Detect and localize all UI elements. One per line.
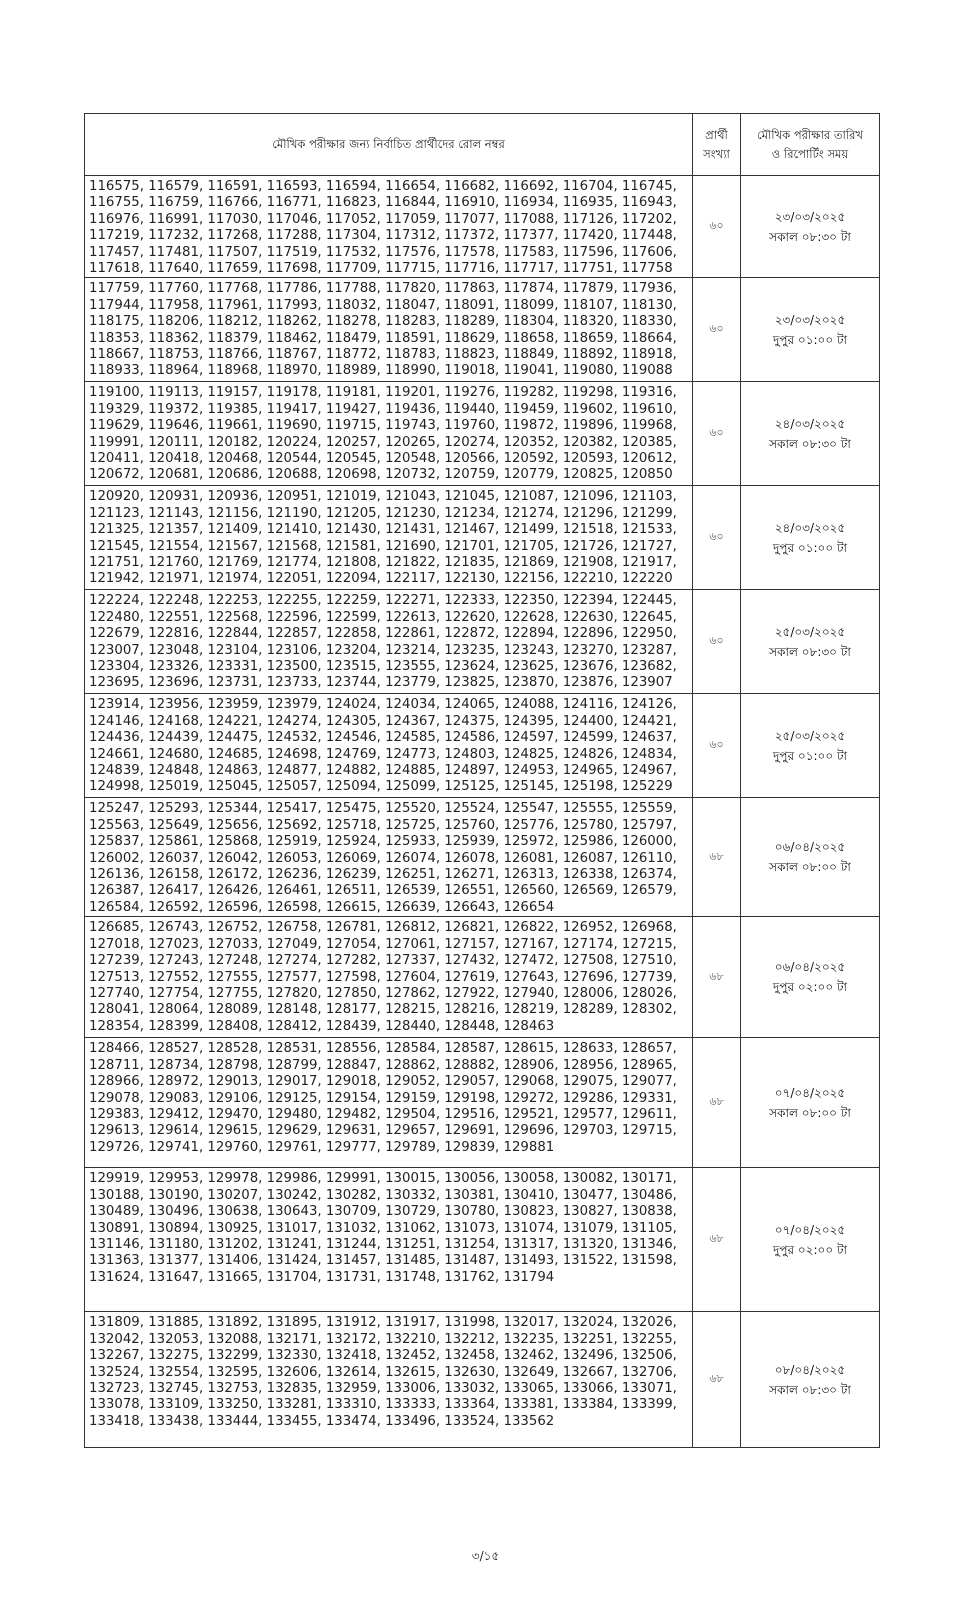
candidate-count: ৬৮ [693, 1038, 741, 1168]
reporting-time: দুপুর ০১:০০ টা [773, 748, 847, 763]
roll-line: 122224, 122248, 122253, 122255, 122259, 122271, 122333, 122350, 122394, 122445, [89, 593, 677, 609]
roll-line: 117618, 117640, 117659, 117698, 117709, 117715, 117716, 117717, 117751, 117758 [89, 261, 673, 277]
exam-date: ০৭/০৪/২০২৫ [774, 1085, 846, 1100]
roll-line: 128354, 128399, 128408, 128412, 128439, 128440, 128448, 128463 [89, 1018, 555, 1034]
candidate-count: ৬০ [693, 382, 741, 486]
roll-line: 117759, 117760, 117768, 117786, 117788, 117820, 117863, 117874, 117879, 117936, [89, 281, 677, 297]
roll-line: 128041, 128064, 128089, 128148, 128177, 128215, 128216, 128219, 128289, 128302, [89, 1002, 677, 1018]
roll-line: 123914, 123956, 123959, 123979, 124024, 124034, 124065, 124088, 124116, 124126, [89, 697, 677, 713]
exam-schedule [741, 382, 880, 486]
exam-schedule [741, 798, 880, 917]
roll-line: 130188, 130190, 130207, 130242, 130282, 130332, 130381, 130410, 130477, 130486, [89, 1187, 677, 1203]
candidate-count: ৬৮ [693, 1168, 741, 1312]
roll-line: 126584, 126592, 126596, 126598, 126615, 126639, 126643, 126654 [89, 899, 555, 915]
schedule-row [85, 917, 880, 1038]
exam-schedule [741, 1168, 880, 1312]
roll-line: 116575, 116579, 116591, 116593, 116594, 116654, 116682, 116692, 116704, 116745, [89, 179, 677, 194]
reporting-time: সকাল ০৮:৩০ টা [769, 229, 851, 244]
roll-line: 119100, 119113, 119157, 119178, 119181, 119201, 119276, 119282, 119298, 119316, [89, 385, 677, 401]
roll-line: 125837, 125861, 125868, 125919, 125924, 125933, 125939, 125972, 125986, 126000, [89, 834, 677, 850]
roll-line: 131809, 131885, 131892, 131895, 131912, 131917, 131998, 132017, 132024, 132026, [89, 1315, 677, 1331]
schedule-row [85, 176, 880, 278]
exam-date: ২৫/০৩/২০২৫ [774, 728, 846, 743]
roll-numbers-cell [85, 917, 693, 1038]
roll-line: 117457, 117481, 117507, 117519, 117532, 117576, 117578, 117583, 117596, 117606, [89, 244, 677, 260]
exam-schedule [741, 1038, 880, 1168]
roll-line: 123007, 123048, 123104, 123106, 123204, 123214, 123235, 123243, 123270, 123287, [89, 642, 677, 658]
roll-line: 121942, 121971, 121974, 122051, 122094, 122117, 122130, 122156, 122210, 122220 [89, 571, 673, 587]
roll-line: 128466, 128527, 128528, 128531, 128556, 128584, 128587, 128615, 128633, 128657, [89, 1041, 677, 1057]
roll-line: 120672, 120681, 120686, 120688, 120698, 120732, 120759, 120779, 120825, 120850 [89, 467, 673, 483]
roll-line: 124998, 125019, 125045, 125057, 125094, 125099, 125125, 125145, 125198, 125229 [89, 779, 673, 795]
reporting-time: সকাল ০৮:৩০ টা [769, 644, 851, 659]
roll-line: 119329, 119372, 119385, 119417, 119427, 119436, 119440, 119459, 119602, 119610, [89, 401, 677, 417]
roll-line: 124839, 124848, 124863, 124877, 124882, 124885, 124897, 124953, 124965, 124967, [89, 763, 677, 779]
roll-line: 121751, 121760, 121769, 121774, 121808, 121822, 121835, 121869, 121908, 121917, [89, 555, 677, 571]
roll-line: 120411, 120418, 120468, 120544, 120545, 120548, 120566, 120592, 120593, 120612, [89, 451, 677, 467]
roll-line: 128711, 128734, 128798, 128799, 128847, 128862, 128882, 128906, 128956, 128965, [89, 1057, 677, 1073]
roll-line: 118175, 118206, 118212, 118262, 118278, 118283, 118289, 118304, 118320, 118330, [89, 314, 677, 330]
roll-numbers-cell [85, 1038, 693, 1168]
roll-line: 127239, 127243, 127248, 127274, 127282, 127337, 127432, 127472, 127508, 127510, [89, 953, 677, 969]
roll-numbers-cell [85, 486, 693, 590]
roll-numbers-cell [85, 382, 693, 486]
reporting-time: সকাল ০৮:৩০ টা [769, 1382, 851, 1397]
roll-numbers-cell [85, 278, 693, 382]
roll-line: 131363, 131377, 131406, 131424, 131457, 131485, 131487, 131493, 131522, 131598, [89, 1253, 677, 1269]
roll-line: 128966, 128972, 129013, 129017, 129018, 129052, 129057, 129068, 129075, 129077, [89, 1074, 677, 1090]
schedule-row [85, 694, 880, 798]
roll-line: 118933, 118964, 118968, 118970, 118989, 118990, 119018, 119041, 119080, 119088 [89, 363, 673, 379]
roll-line: 125563, 125649, 125656, 125692, 125718, 125725, 125760, 125776, 125780, 125797, [89, 817, 677, 833]
roll-numbers-cell [85, 590, 693, 694]
roll-line: 121123, 121143, 121156, 121190, 121205, 121230, 121234, 121274, 121296, 121299, [89, 505, 677, 521]
candidate-count: ৬০ [693, 590, 741, 694]
roll-line: 117944, 117958, 117961, 117993, 118032, 118047, 118091, 118099, 118107, 118130, [89, 297, 677, 313]
roll-line: 131146, 131180, 131202, 131241, 131244, 131251, 131254, 131317, 131320, 131346, [89, 1236, 677, 1252]
schedule-row [85, 382, 880, 486]
reporting-time: সকাল ০৮:০০ টা [769, 860, 851, 875]
candidate-count: ৬০ [693, 176, 741, 278]
schedule-row [85, 1168, 880, 1312]
roll-table-body [85, 176, 880, 1448]
candidate-count: ৬০ [693, 486, 741, 590]
reporting-time: দুপুর ০১:০০ টা [773, 332, 847, 347]
reporting-time: সকাল ০৮:৩০ টা [769, 436, 851, 451]
roll-line: 129613, 129614, 129615, 129629, 129631, 129657, 129691, 129696, 129703, 129715, [89, 1123, 677, 1139]
roll-line: 129919, 129953, 129978, 129986, 129991, 130015, 130056, 130058, 130082, 130171, [89, 1171, 677, 1187]
roll-line: 123304, 123326, 123331, 123500, 123515, 123555, 123624, 123625, 123676, 123682, [89, 659, 677, 675]
roll-line: 132042, 132053, 132088, 132171, 132172, 132210, 132212, 132235, 132251, 132255, [89, 1331, 677, 1347]
schedule-header-line1: মৌখিক পরীক্ষার তারিখ [756, 127, 864, 142]
exam-date: ০৭/০৪/২০২৫ [774, 1222, 846, 1237]
roll-line: 124146, 124168, 124221, 124274, 124305, 124367, 124375, 124395, 124400, 124421, [89, 713, 677, 729]
roll-line: 129078, 129083, 129106, 129125, 129154, 129159, 129198, 129272, 129286, 129331, [89, 1090, 677, 1106]
candidate-count: ৬৮ [693, 798, 741, 917]
reporting-time: দুপুর ০১:০০ টা [773, 540, 847, 555]
roll-line: 132267, 132275, 132299, 132330, 132418, 132452, 132458, 132462, 132496, 132506, [89, 1348, 677, 1364]
roll-line: 126387, 126417, 126426, 126461, 126511, 126539, 126551, 126560, 126569, 126579, [89, 883, 677, 899]
roll-numbers-cell [85, 694, 693, 798]
schedule-header-line2: ও রিপোর্টিং সময় [771, 146, 849, 161]
exam-schedule [741, 278, 880, 382]
candidate-count-header-line2: সংখ্যা [703, 146, 730, 161]
roll-line: 121325, 121357, 121409, 121410, 121430, 121431, 121467, 121499, 121518, 121533, [89, 522, 677, 538]
roll-line: 133078, 133109, 133250, 133281, 133310, 133333, 133364, 133381, 133384, 133399, [89, 1397, 677, 1413]
candidate-count-header [693, 114, 741, 176]
roll-line: 132524, 132554, 132595, 132606, 132614, 132615, 132630, 132649, 132667, 132706, [89, 1364, 677, 1380]
roll-line: 133418, 133438, 133444, 133455, 133474, 133496, 133524, 133562 [89, 1413, 555, 1429]
roll-table [84, 113, 880, 1448]
candidate-count-header-line1: প্রার্থী [705, 127, 728, 142]
roll-line: 126136, 126158, 126172, 126236, 126239, 126251, 126271, 126313, 126338, 126374, [89, 867, 677, 883]
exam-date: ০৮/০৪/২০২৫ [774, 1362, 846, 1377]
roll-line: 122679, 122816, 122844, 122857, 122858, 122861, 122872, 122894, 122896, 122950, [89, 626, 677, 642]
exam-date: ২৩/০৩/২০২৫ [774, 209, 846, 224]
exam-schedule [741, 590, 880, 694]
roll-numbers-cell [85, 798, 693, 917]
schedule-row [85, 590, 880, 694]
roll-line: 124661, 124680, 124685, 124698, 124769, 124773, 124803, 124825, 124826, 124834, [89, 746, 677, 762]
roll-line: 125247, 125293, 125344, 125417, 125475, 125520, 125524, 125547, 125555, 125559, [89, 801, 677, 817]
reporting-time: দুপুর ০২:০০ টা [773, 980, 847, 995]
schedule-row [85, 278, 880, 382]
candidate-count: ৬৮ [693, 1312, 741, 1448]
exam-schedule [741, 1312, 880, 1448]
roll-line: 119629, 119646, 119661, 119690, 119715, 119743, 119760, 119872, 119896, 119968, [89, 418, 677, 434]
exam-date: ০৬/০৪/২০২৫ [774, 960, 846, 975]
exam-date: ২৪/০৩/২০২৫ [774, 520, 846, 535]
exam-schedule [741, 694, 880, 798]
schedule-row [85, 1038, 880, 1168]
roll-line: 118353, 118362, 118379, 118462, 118479, 118591, 118629, 118658, 118659, 118664, [89, 330, 677, 346]
roll-numbers-header [85, 114, 693, 176]
roll-line: 118667, 118753, 118766, 118767, 118772, 118783, 118823, 118849, 118892, 118918, [89, 347, 677, 363]
candidate-count: ৬৮ [693, 917, 741, 1038]
reporting-time: সকাল ০৮:০০ টা [769, 1105, 851, 1120]
roll-line: 126002, 126037, 126042, 126053, 126069, 126074, 126078, 126081, 126087, 126110, [89, 850, 677, 866]
roll-numbers-cell [85, 1312, 693, 1448]
roll-line: 120920, 120931, 120936, 120951, 121019, 121043, 121045, 121087, 121096, 121103, [89, 489, 677, 505]
roll-line: 130891, 130894, 130925, 131017, 131032, 131062, 131073, 131074, 131079, 131105, [89, 1220, 677, 1236]
exam-schedule [741, 176, 880, 278]
schedule-row [85, 798, 880, 917]
exam-schedule [741, 917, 880, 1038]
roll-line: 124436, 124439, 124475, 124532, 124546, 124585, 124586, 124597, 124599, 124637, [89, 730, 677, 746]
roll-line: 126685, 126743, 126752, 126758, 126781, 126812, 126821, 126822, 126952, 126968, [89, 920, 677, 936]
candidate-count: ৬০ [693, 278, 741, 382]
table-header-row [85, 114, 880, 176]
roll-line: 123695, 123696, 123731, 123733, 123744, 123779, 123825, 123870, 123876, 123907 [89, 675, 673, 691]
roll-line: 121545, 121554, 121567, 121568, 121581, 121690, 121701, 121705, 121726, 121727, [89, 538, 677, 554]
roll-line: 122480, 122551, 122568, 122596, 122599, 122613, 122620, 122628, 122630, 122645, [89, 609, 677, 625]
exam-date: ২৪/০৩/২০২৫ [774, 416, 846, 431]
schedule-row [85, 486, 880, 590]
roll-line: 132723, 132745, 132753, 132835, 132959, 133006, 133032, 133065, 133066, 133071, [89, 1380, 677, 1396]
schedule-header [741, 114, 880, 176]
exam-date: ২৫/০৩/২০২৫ [774, 624, 846, 639]
roll-line: 131624, 131647, 131665, 131704, 131731, 131748, 131762, 131794 [89, 1269, 555, 1285]
roll-line: 127740, 127754, 127755, 127820, 127850, 127862, 127922, 127940, 128006, 128026, [89, 985, 677, 1001]
roll-line: 127018, 127023, 127033, 127049, 127054, 127061, 127157, 127167, 127174, 127215, [89, 936, 677, 952]
exam-schedule [741, 486, 880, 590]
page-number: ৩/১৫ [471, 1549, 500, 1563]
reporting-time: দুপুর ০২:০০ টা [773, 1242, 847, 1257]
roll-line: 127513, 127552, 127555, 127577, 127598, 127604, 127619, 127643, 127696, 127739, [89, 969, 677, 985]
roll-numbers-cell [85, 1168, 693, 1312]
roll-numbers-header-text: মৌখিক পরীক্ষার জন্য নির্বাচিত প্রার্থীদের রোল নম্বর [272, 137, 505, 151]
roll-line: 117219, 117232, 117268, 117288, 117304, 117312, 117372, 117377, 117420, 117448, [89, 228, 677, 244]
roll-line: 129383, 129412, 129470, 129480, 129482, 129504, 129516, 129521, 129577, 129611, [89, 1106, 677, 1122]
roll-numbers-cell [85, 176, 693, 278]
exam-date: ২৩/০৩/২০২৫ [774, 312, 846, 327]
roll-line: 116976, 116991, 117030, 117046, 117052, 117059, 117077, 117088, 117126, 117202, [89, 211, 677, 227]
schedule-row [85, 1312, 880, 1448]
candidate-count: ৬০ [693, 694, 741, 798]
roll-line: 129726, 129741, 129760, 129761, 129777, 129789, 129839, 129881 [89, 1139, 555, 1155]
roll-line: 130489, 130496, 130638, 130643, 130709, 130729, 130780, 130823, 130827, 130838, [89, 1204, 677, 1220]
exam-date: ০৬/০৪/২০২৫ [774, 840, 846, 855]
roll-line: 116755, 116759, 116766, 116771, 116823, 116844, 116910, 116934, 116935, 116943, [89, 195, 677, 211]
roll-line: 119991, 120111, 120182, 120224, 120257, 120265, 120274, 120352, 120382, 120385, [89, 434, 677, 450]
